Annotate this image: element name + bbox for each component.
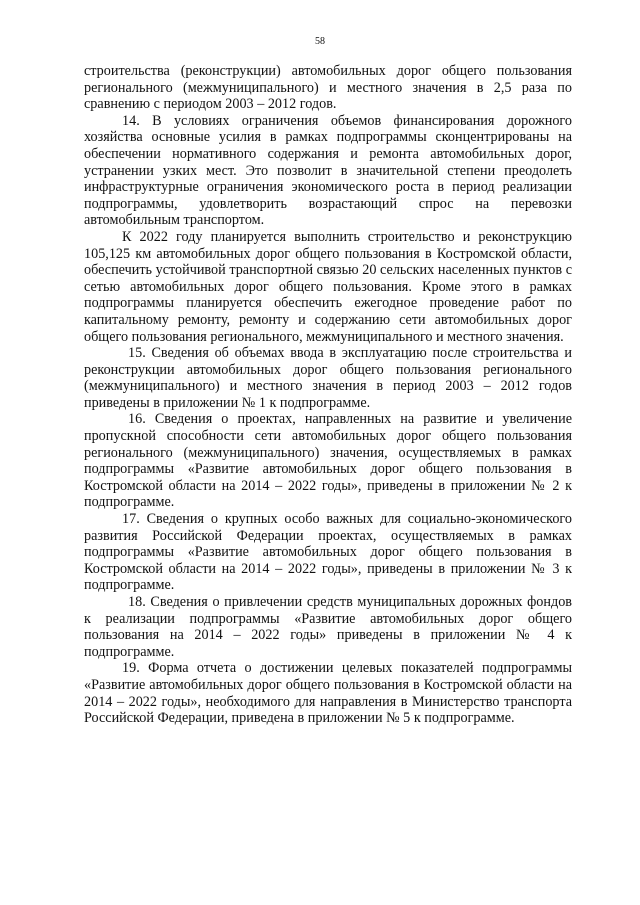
paragraph-16: 16. Сведения о проектах, направленных на развитие и увеличение пропускной способности сети автомобильных дорог общего пользования регионального (межмуниципального) значения, осуществляемых в рамках подпрограммы «Развитие автомобильных дорог общего пользования в Костромской области на 2014 – 2022 годы», приведены в приложении № 2 к подпрограмме. — [84, 411, 572, 511]
paragraph-14: 14. В условиях ограничения объемов финансирования дорожного хозяйства основные усилия в рамках подпрограммы сконцентрированы на обеспечении нормативного содержания и ремонта автомобильных дорог, устранении узких мест. Это позволит в значительной степени преодолеть инфраструктурные ограничения экономического роста в период реализации подпрограммы, удовлетворить возрастающий спрос на перевозки автомобильным транспортом. — [84, 112, 572, 229]
paragraph-2022-plans: К 2022 году планируется выполнить строительство и реконструкцию 105,125 км автомобильных дорог общего пользования в Костромской области, обеспечить устойчивой транспортной связью 20 сельских населенных пунктов с сетью автомобильных дорог общего пользования. Кроме этого в рамках подпрограммы планируется обеспечить ежегодное проведение работ по капитальному ремонту, ремонту и содержанию сети автомобильных дорог общего пользования регионального, межмуниципального и местного значения. — [84, 228, 572, 345]
paragraph-17: 17. Сведения о крупных особо важных для социально-экономического развития Российской Федерации проектах, осуществляемых в рамках подпрограммы «Развитие автомобильных дорог общего пользования в Костромской области на 2014 – 2022 годы», приведены в приложении № 3 к подпрограмме. — [84, 511, 572, 594]
paragraph-18: 18. Сведения о привлечении средств муниципальных дорожных фондов к реализации подпрограммы «Развитие автомобильных дорог общего пользования на 2014 – 2022 годы» приведены в приложении № 4 к подпрограмме. — [84, 594, 572, 660]
paragraph-continuation: строительства (реконструкции) автомобильных дорог общего пользования регионального (межмуниципального) и местного значения в 2,5 раза по сравнению с периодом 2003 – 2012 годов. — [84, 63, 572, 113]
page-number: 58 — [315, 36, 325, 47]
paragraph-15: 15. Сведения об объемах ввода в эксплуатацию после строительства и реконструкции автомобильных дорог общего пользования регионального (межмуниципального) и местного значения в период 2003 – 2012 годов приведены в приложении № 1 к подпрограмме. — [84, 345, 572, 411]
document-body — [84, 63, 572, 727]
paragraph-19: 19. Форма отчета о достижении целевых показателей подпрограммы «Развитие автомобильных дорог общего пользования в Костромской области на 2014 – 2022 годы», необходимого для направления в Министерство транспорта Российской Федерации, приведена в приложении № 5 к подпрограмме. — [84, 660, 572, 727]
